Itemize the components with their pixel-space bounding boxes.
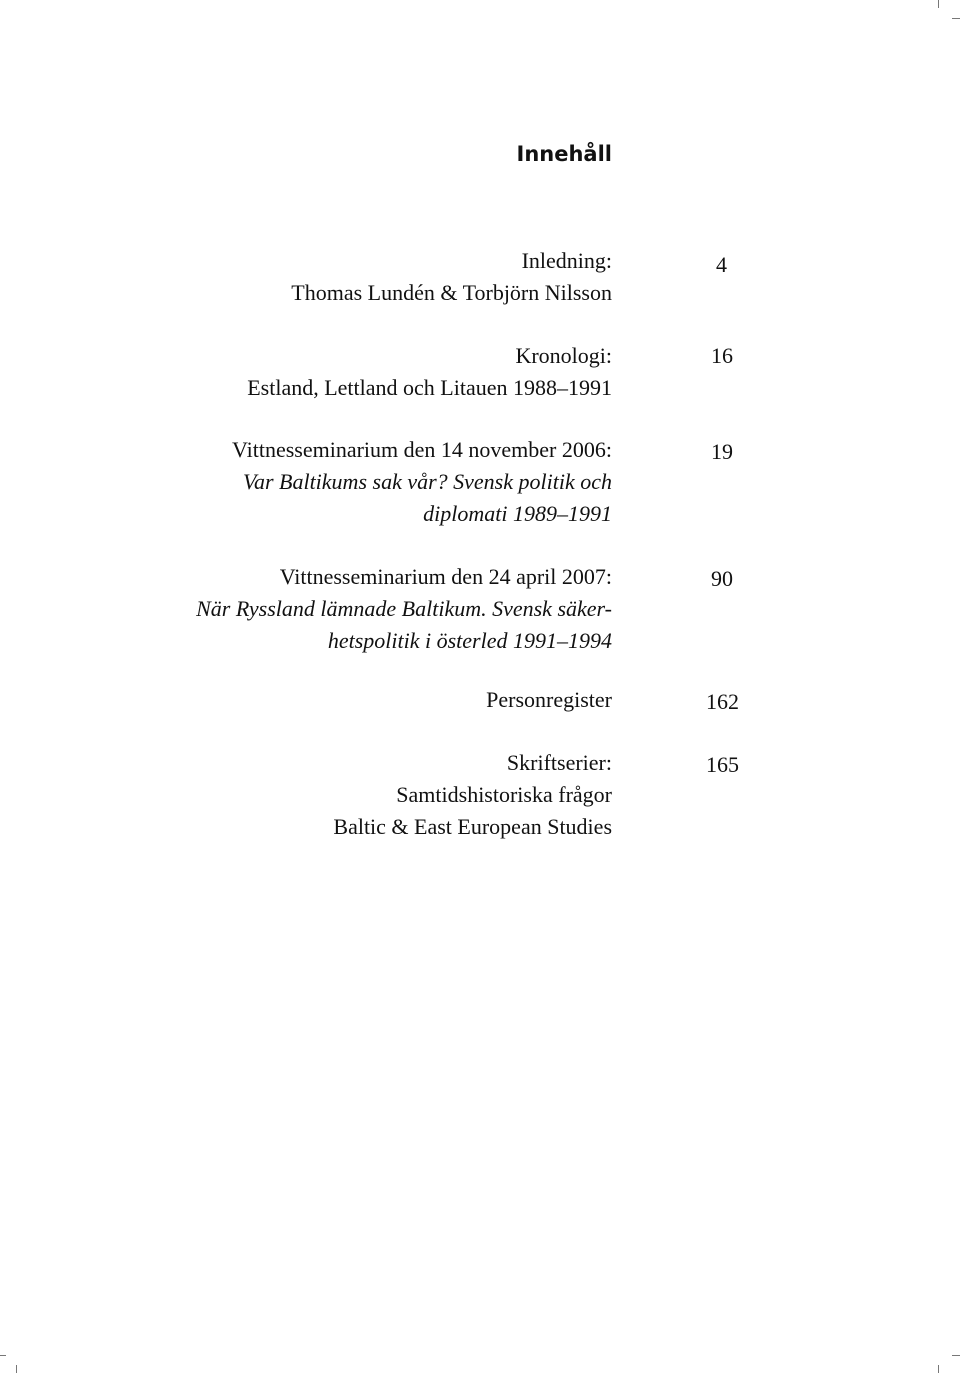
entry-label: Skriftserier: [506,750,612,775]
toc-heading: Innehåll [516,142,612,166]
entry-label: Personregister [486,687,612,712]
crop-mark [952,1355,960,1356]
page-number[interactable]: 4 [716,252,727,277]
entry-label: Inledning: [521,248,612,273]
toc-entry-seminar-2007[interactable] [52,561,612,657]
entry-title-cont: hetspolitik i österled 1991–1994 [327,628,612,653]
entry-title-cont: diplomati 1989–1991 [423,501,612,526]
page-number[interactable]: 16 [711,343,733,368]
toc-entry-seminar-2006[interactable] [52,434,612,530]
crop-mark [938,1365,939,1373]
entry-label: Vittnesseminarium den 24 april 2007: [279,564,612,589]
entry-series-1: Samtidshistoriska frågor [396,782,612,807]
crop-mark [938,0,939,8]
toc-entry-chronology[interactable] [52,340,612,404]
entry-authors: Thomas Lundén & Torbjörn Nilsson [291,280,612,305]
page-number[interactable]: 90 [711,566,733,591]
crop-mark [0,1355,6,1356]
page-number[interactable]: 165 [706,752,739,777]
page-number[interactable]: 162 [706,689,739,714]
crop-mark [16,1365,17,1373]
crop-mark [952,18,960,19]
toc-entry-index[interactable] [52,684,612,716]
entry-label: Kronologi: [515,343,612,368]
entry-series-2: Baltic & East European Studies [333,814,612,839]
toc-entry-introduction[interactable] [52,245,612,309]
entry-label: Vittnesseminarium den 14 november 2006: [232,437,612,462]
page-number[interactable]: 19 [711,439,733,464]
entry-title: När Ryssland lämnade Baltikum. Svensk säker- [196,596,612,621]
entry-subtitle: Estland, Lettland och Litauen 1988–1991 [247,375,612,400]
entry-title: Var Baltikums sak vår? Svensk politik och [242,469,612,494]
toc-entry-series[interactable] [52,747,612,843]
